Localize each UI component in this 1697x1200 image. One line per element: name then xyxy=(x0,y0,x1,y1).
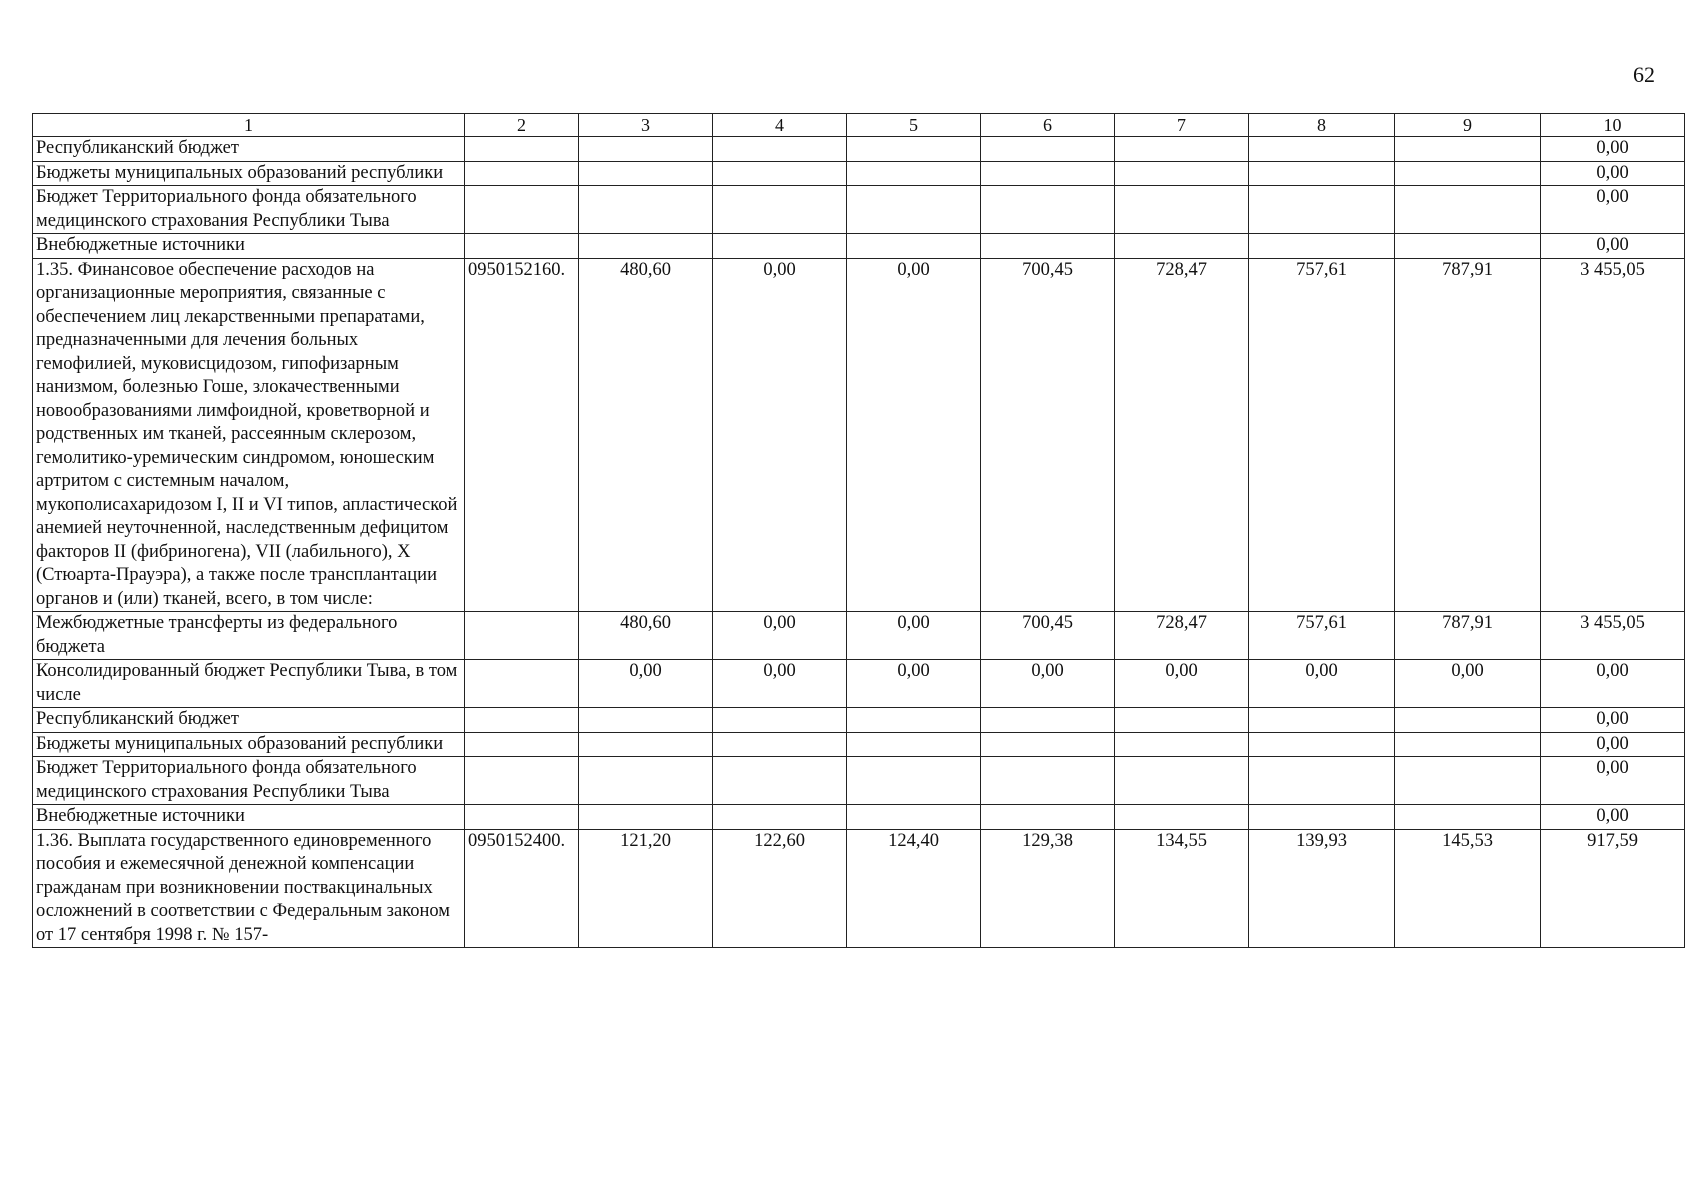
table-row xyxy=(33,258,1685,612)
value-cell xyxy=(713,186,847,234)
value-cell: 757,61 xyxy=(1249,258,1395,612)
value-cell xyxy=(847,732,981,757)
value-cell xyxy=(981,708,1115,733)
column-header: 7 xyxy=(1115,114,1249,137)
value-cell xyxy=(1395,708,1541,733)
value-cell xyxy=(579,186,713,234)
row-label: Республиканский бюджет xyxy=(33,708,465,733)
value-cell: 480,60 xyxy=(579,612,713,660)
budget-code-cell xyxy=(465,612,579,660)
value-cell xyxy=(1249,186,1395,234)
header-row xyxy=(33,114,1685,137)
row-label: Внебюджетные источники xyxy=(33,234,465,259)
total-cell: 0,00 xyxy=(1541,186,1685,234)
table-row xyxy=(33,234,1685,259)
value-cell xyxy=(1395,805,1541,830)
value-cell xyxy=(1395,137,1541,162)
value-cell xyxy=(1249,732,1395,757)
total-cell: 0,00 xyxy=(1541,660,1685,708)
value-cell: 0,00 xyxy=(847,612,981,660)
value-cell: 0,00 xyxy=(847,660,981,708)
table-row xyxy=(33,161,1685,186)
value-cell xyxy=(713,234,847,259)
value-cell: 787,91 xyxy=(1395,258,1541,612)
value-cell: 145,53 xyxy=(1395,829,1541,948)
value-cell xyxy=(847,137,981,162)
table-row xyxy=(33,612,1685,660)
value-cell xyxy=(847,708,981,733)
column-header: 1 xyxy=(33,114,465,137)
row-label: Бюджеты муниципальных образований республики xyxy=(33,732,465,757)
total-cell: 0,00 xyxy=(1541,732,1685,757)
budget-code-cell xyxy=(465,137,579,162)
table-row xyxy=(33,708,1685,733)
row-label: Республиканский бюджет xyxy=(33,137,465,162)
value-cell xyxy=(847,234,981,259)
total-cell: 0,00 xyxy=(1541,708,1685,733)
budget-code-cell xyxy=(465,732,579,757)
table-row xyxy=(33,732,1685,757)
column-header: 8 xyxy=(1249,114,1395,137)
table-row xyxy=(33,757,1685,805)
value-cell xyxy=(1115,161,1249,186)
budget-code-cell xyxy=(465,161,579,186)
value-cell xyxy=(1249,137,1395,162)
value-cell xyxy=(713,708,847,733)
total-cell: 917,59 xyxy=(1541,829,1685,948)
value-cell: 122,60 xyxy=(713,829,847,948)
column-header: 10 xyxy=(1541,114,1685,137)
value-cell xyxy=(981,234,1115,259)
value-cell: 0,00 xyxy=(1115,660,1249,708)
value-cell: 129,38 xyxy=(981,829,1115,948)
value-cell xyxy=(1249,161,1395,186)
value-cell xyxy=(713,805,847,830)
value-cell xyxy=(1395,757,1541,805)
value-cell: 0,00 xyxy=(713,258,847,612)
value-cell xyxy=(1395,234,1541,259)
value-cell: 121,20 xyxy=(579,829,713,948)
value-cell xyxy=(1249,757,1395,805)
budget-code-cell xyxy=(465,186,579,234)
value-cell xyxy=(1115,805,1249,830)
value-cell xyxy=(713,732,847,757)
column-header: 4 xyxy=(713,114,847,137)
table-row xyxy=(33,805,1685,830)
row-label: Бюджеты муниципальных образований республики xyxy=(33,161,465,186)
value-cell xyxy=(847,805,981,830)
budget-code-cell xyxy=(465,660,579,708)
row-label: Консолидированный бюджет Республики Тыва, в том числе xyxy=(33,660,465,708)
value-cell: 134,55 xyxy=(1115,829,1249,948)
total-cell: 3 455,05 xyxy=(1541,612,1685,660)
table-row xyxy=(33,829,1685,948)
value-cell xyxy=(981,161,1115,186)
value-cell: 480,60 xyxy=(579,258,713,612)
value-cell: 0,00 xyxy=(847,258,981,612)
value-cell xyxy=(1115,234,1249,259)
budget-code-cell: 0950152160. xyxy=(465,258,579,612)
value-cell xyxy=(847,757,981,805)
row-label: Бюджет Территориального фонда обязательного медицинского страхования Республики Тыва xyxy=(33,757,465,805)
total-cell: 0,00 xyxy=(1541,757,1685,805)
budget-code-cell xyxy=(465,708,579,733)
value-cell xyxy=(579,234,713,259)
table-body xyxy=(33,137,1685,948)
page-number: 62 xyxy=(1633,62,1655,87)
value-cell xyxy=(1249,234,1395,259)
column-header: 2 xyxy=(465,114,579,137)
value-cell: 787,91 xyxy=(1395,612,1541,660)
value-cell: 124,40 xyxy=(847,829,981,948)
value-cell xyxy=(1249,805,1395,830)
value-cell: 757,61 xyxy=(1249,612,1395,660)
value-cell: 700,45 xyxy=(981,612,1115,660)
row-label: Внебюджетные источники xyxy=(33,805,465,830)
budget-code-cell: 0950152400. xyxy=(465,829,579,948)
value-cell xyxy=(713,757,847,805)
value-cell xyxy=(579,137,713,162)
value-cell xyxy=(981,805,1115,830)
value-cell: 728,47 xyxy=(1115,258,1249,612)
value-cell xyxy=(579,161,713,186)
value-cell xyxy=(1115,708,1249,733)
value-cell xyxy=(1115,757,1249,805)
value-cell: 0,00 xyxy=(579,660,713,708)
value-cell xyxy=(981,137,1115,162)
value-cell: 139,93 xyxy=(1249,829,1395,948)
budget-code-cell xyxy=(465,234,579,259)
value-cell xyxy=(713,137,847,162)
value-cell: 0,00 xyxy=(1249,660,1395,708)
total-cell: 3 455,05 xyxy=(1541,258,1685,612)
total-cell: 0,00 xyxy=(1541,137,1685,162)
budget-table xyxy=(32,113,1685,948)
value-cell xyxy=(713,161,847,186)
value-cell: 728,47 xyxy=(1115,612,1249,660)
row-label: 1.35. Финансовое обеспечение расходов на организационные мероприятия, связанные с обеспечением лиц лекарственными препаратами, предназначенными для лечения больных гемофилией, муковисцидозом, гипофизарным нанизмом, болезнью Гоше, злокачественными новообразованиями лимфоидной, кроветворной и родственных им тканей, рассеянным склерозом, гемолитико-уремическим синдромом, юношеским артритом с системным началом, мукополисахаридозом I, II и VI типов, апластической анемией неуточненной, наследственным дефицитом факторов II (фибриногена), VII (лабильного), X (Стюарта-Прауэра), а также после трансплантации органов и (или) тканей, всего, в том числе: xyxy=(33,258,465,612)
column-header: 6 xyxy=(981,114,1115,137)
table-header xyxy=(33,114,1685,137)
table-row xyxy=(33,660,1685,708)
value-cell xyxy=(1395,732,1541,757)
column-header: 3 xyxy=(579,114,713,137)
value-cell xyxy=(579,708,713,733)
value-cell xyxy=(579,732,713,757)
value-cell: 0,00 xyxy=(1395,660,1541,708)
total-cell: 0,00 xyxy=(1541,161,1685,186)
value-cell: 700,45 xyxy=(981,258,1115,612)
budget-code-cell xyxy=(465,805,579,830)
value-cell xyxy=(1249,708,1395,733)
value-cell xyxy=(847,161,981,186)
value-cell: 0,00 xyxy=(713,612,847,660)
value-cell xyxy=(847,186,981,234)
value-cell xyxy=(981,732,1115,757)
value-cell xyxy=(1395,186,1541,234)
value-cell xyxy=(1115,732,1249,757)
row-label: 1.36. Выплата государственного единовременного пособия и ежемесячной денежной компенсации гражданам при возникновении поствакцинальных осложнений в соответствии с Федеральным законом от 17 сентября 1998 г. № 157- xyxy=(33,829,465,948)
value-cell xyxy=(579,757,713,805)
value-cell: 0,00 xyxy=(713,660,847,708)
value-cell xyxy=(1115,137,1249,162)
value-cell xyxy=(1115,186,1249,234)
table-row xyxy=(33,186,1685,234)
value-cell xyxy=(1395,161,1541,186)
row-label: Бюджет Территориального фонда обязательного медицинского страхования Республики Тыва xyxy=(33,186,465,234)
value-cell xyxy=(981,757,1115,805)
column-header: 9 xyxy=(1395,114,1541,137)
total-cell: 0,00 xyxy=(1541,805,1685,830)
table-row xyxy=(33,137,1685,162)
total-cell: 0,00 xyxy=(1541,234,1685,259)
value-cell xyxy=(981,186,1115,234)
row-label: Межбюджетные трансферты из федерального бюджета xyxy=(33,612,465,660)
budget-code-cell xyxy=(465,757,579,805)
value-cell: 0,00 xyxy=(981,660,1115,708)
value-cell xyxy=(579,805,713,830)
column-header: 5 xyxy=(847,114,981,137)
